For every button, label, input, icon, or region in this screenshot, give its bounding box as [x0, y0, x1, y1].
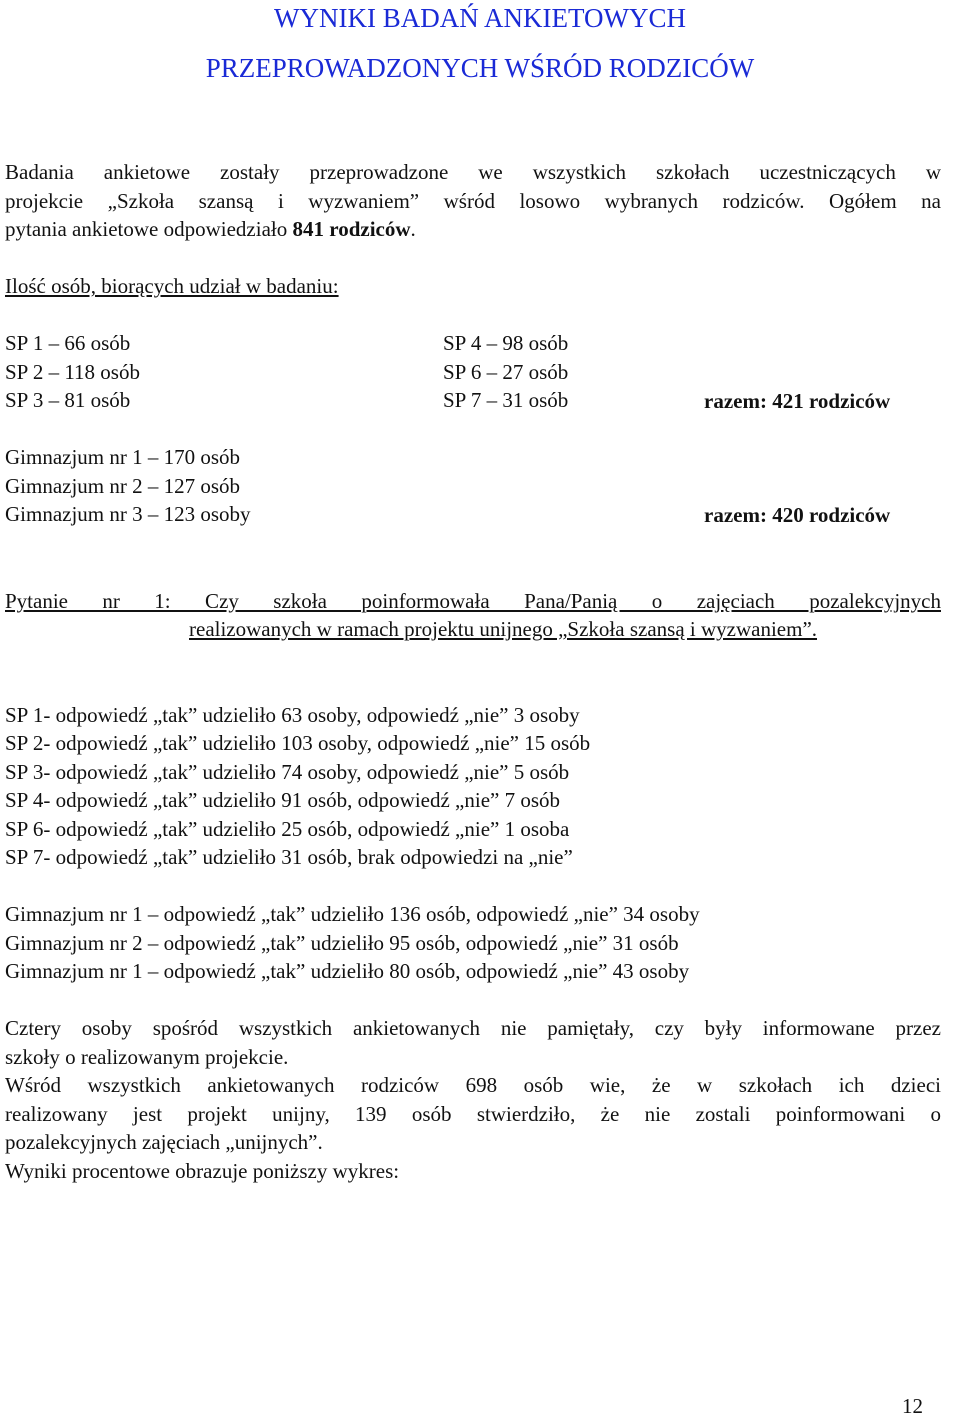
question-line1: Pytanie nr 1: Czy szkoła poinformowała Pana/Panią o zajęciach pozalekcyjnych: [5, 589, 941, 613]
sp-count-item: SP 7 – 31 osób: [443, 388, 569, 412]
sp-answer: SP 3- odpowiedź „tak” udzieliło 74 osoby, odpowiedź „nie” 5 osób: [5, 760, 570, 784]
intro-paragraph: [5, 158, 941, 244]
intro-line: [5, 215, 941, 244]
gim-answer: Gimnazjum nr 1 – odpowiedź „tak” udzieliło 136 osób, odpowiedź „nie” 34 osoby: [5, 902, 700, 926]
page-number: 12: [902, 1394, 923, 1418]
participants-heading: Ilość osób, biorących udział w badaniu:: [5, 274, 339, 298]
gim-total: razem: 420 rodziców: [704, 503, 891, 527]
summary-line: Cztery osoby spośród wszystkich ankietowanych nie pamiętały, czy były informowane przez: [5, 1016, 941, 1040]
gim-count-item: Gimnazjum nr 2 – 127 osób: [5, 474, 241, 498]
document-title-line1: WYNIKI BADAŃ ANKIETOWYCH: [274, 3, 686, 33]
gim-answer: Gimnazjum nr 2 – odpowiedź „tak” udzieliło 95 osób, odpowiedź „nie” 31 osób: [5, 931, 679, 955]
summary-paragraph-1: [5, 1014, 941, 1071]
sp-answer: SP 7- odpowiedź „tak” udzieliło 31 osób, brak odpowiedzi na „nie”: [5, 845, 573, 869]
summary-line: Wśród wszystkich ankietowanych rodziców 698 osób wie, że w szkołach ich dzieci: [5, 1073, 941, 1097]
intro-text: pytania ankietowe odpowiedziało: [5, 217, 293, 241]
summary-line: pozalekcyjnych zajęciach „unijnych”.: [5, 1130, 323, 1154]
sp-count-item: SP 1 – 66 osób: [5, 331, 131, 355]
sp-count-item: SP 2 – 118 osób: [5, 360, 140, 384]
intro-period: .: [410, 217, 416, 241]
intro-line: projekcie „Szkoła szansą i wyzwaniem” wśród losowo wybranych rodziców. Ogółem na: [5, 188, 941, 213]
gim-count-item: Gimnazjum nr 3 – 123 osoby: [5, 502, 251, 526]
intro-line: Badania ankietowe zostały przeprowadzone we wszystkich szkołach uczestniczących w: [5, 160, 941, 184]
sp-answer: SP 4- odpowiedź „tak” udzieliło 91 osób, odpowiedź „nie” 7 osób: [5, 788, 561, 812]
question-line2: realizowanych w ramach projektu unijnego „Szkoła szansą i wyzwaniem”.: [189, 617, 818, 641]
summary-paragraph-2: [5, 1071, 941, 1157]
sp-count-item: SP 3 – 81 osób: [5, 388, 131, 412]
sp-count-item: SP 6 – 27 osób: [443, 360, 569, 384]
chart-intro-text: Wyniki procentowe obrazuje poniższy wykres:: [5, 1159, 400, 1183]
gim-answer: Gimnazjum nr 1 – odpowiedź „tak” udzieliło 80 osób, odpowiedź „nie” 43 osoby: [5, 959, 690, 983]
sp-total: razem: 421 rodziców: [704, 389, 891, 413]
total-parents: 841 rodziców: [292, 217, 411, 241]
document-title-line2: PRZEPROWADZONYCH WŚRÓD RODZICÓW: [205, 53, 755, 83]
sp-answer: SP 6- odpowiedź „tak” udzieliło 25 osób, odpowiedź „nie” 1 osoba: [5, 817, 570, 841]
summary-line: szkoły o realizowanym projekcie.: [5, 1044, 289, 1069]
summary-line: realizowany jest projekt unijny, 139 osób stwierdziło, że nie zostali poinformowani o: [5, 1101, 941, 1126]
sp-answer: SP 1- odpowiedź „tak” udzieliło 63 osoby, odpowiedź „nie” 3 osoby: [5, 703, 580, 727]
gim-count-item: Gimnazjum nr 1 – 170 osób: [5, 445, 241, 469]
sp-answer: SP 2- odpowiedź „tak” udzieliło 103 osoby, odpowiedź „nie” 15 osób: [5, 731, 591, 755]
sp-count-item: SP 4 – 98 osób: [443, 331, 569, 355]
